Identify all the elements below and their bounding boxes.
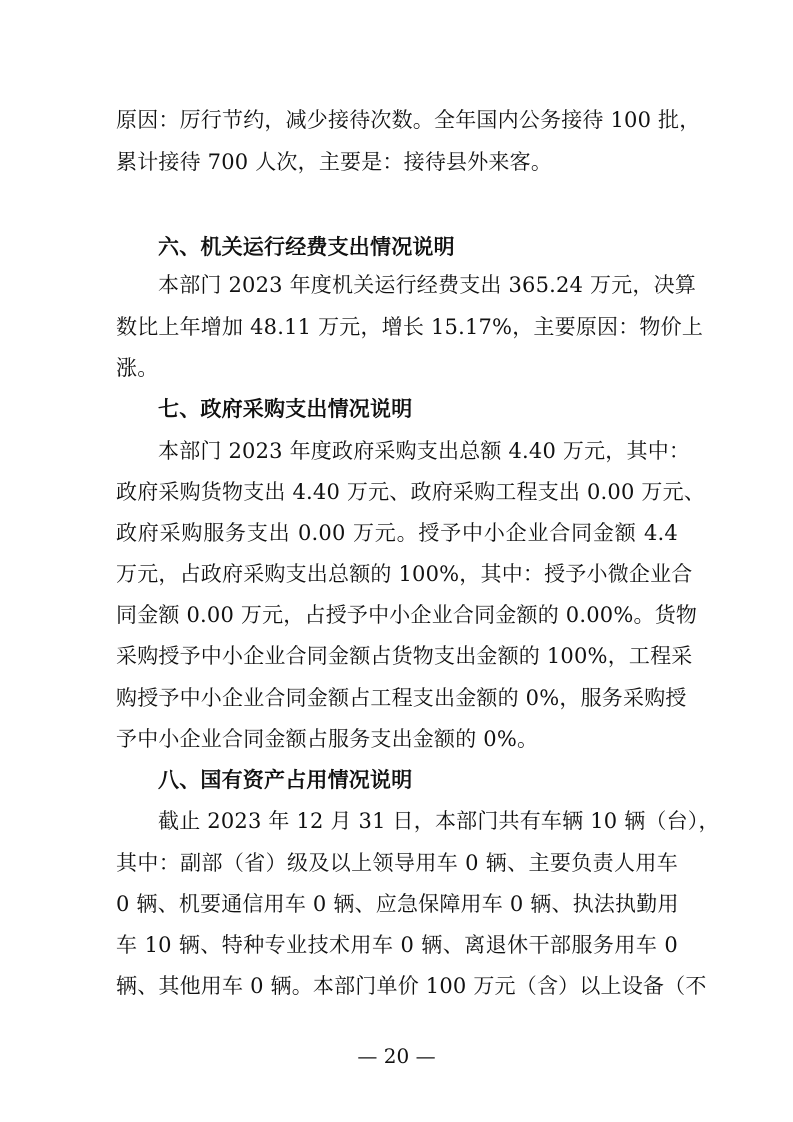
body-text-line: 政府采购货物支出 4.40 万元、政府采购工程支出 0.00 万元、 <box>116 480 706 504</box>
body-text-line: 购授予中小企业合同金额占工程支出金额的 0%，服务采购授 <box>116 686 687 710</box>
body-text-line: 予中小企业合同金额占服务支出金额的 0%。 <box>116 727 539 751</box>
body-text-line: 累计接待 700 人次，主要是：接待县外来客。 <box>116 150 553 174</box>
body-text-line: 数比上年增加 48.11 万元，增长 15.17%，主要原因：物价上 <box>116 315 704 339</box>
section-heading-7: 七、政府采购支出情况说明 <box>158 397 413 421</box>
body-text-line: 政府采购服务支出 0.00 万元。授予中小企业合同金额 4.4 <box>116 521 678 545</box>
body-text-line: 0 辆、机要通信用车 0 辆、应急保障用车 0 辆、执法执勤用 <box>116 892 679 916</box>
body-text-line: 车 10 辆、特种专业技术用车 0 辆、离退休干部服务用车 0 <box>116 933 678 957</box>
body-text-line: 原因：厉行节约，减少接待次数。全年国内公务接待 100 批， <box>116 108 701 132</box>
body-text-line: 涨。 <box>116 356 159 380</box>
body-text-line: 本部门 2023 年度机关运行经费支出 365.24 万元，决算 <box>158 273 697 297</box>
page-number: — 20 — <box>357 1044 436 1068</box>
body-text-line: 辆、其他用车 0 辆。本部门单价 100 万元（含）以上设备（不 <box>116 974 707 998</box>
body-text-line: 本部门 2023 年度政府采购支出总额 4.40 万元，其中： <box>158 439 691 463</box>
body-text-line: 其中：副部（省）级及以上领导用车 0 辆、主要负责人用车 <box>116 851 678 875</box>
body-text-line: 采购授予中小企业合同金额占货物支出金额的 100%，工程采 <box>116 644 693 668</box>
body-text-line: 截止 2023 年 12 月 31 日，本部门共有车辆 10 辆（台）， <box>158 809 720 833</box>
section-heading-8: 八、国有资产占用情况说明 <box>158 768 413 792</box>
section-heading-6: 六、机关运行经费支出情况说明 <box>158 235 455 259</box>
body-text-line: 万元，占政府采购支出总额的 100%，其中：授予小微企业合 <box>116 562 693 586</box>
body-text-line: 同金额 0.00 万元，占授予中小企业合同金额的 0.00%。货物 <box>116 603 698 627</box>
